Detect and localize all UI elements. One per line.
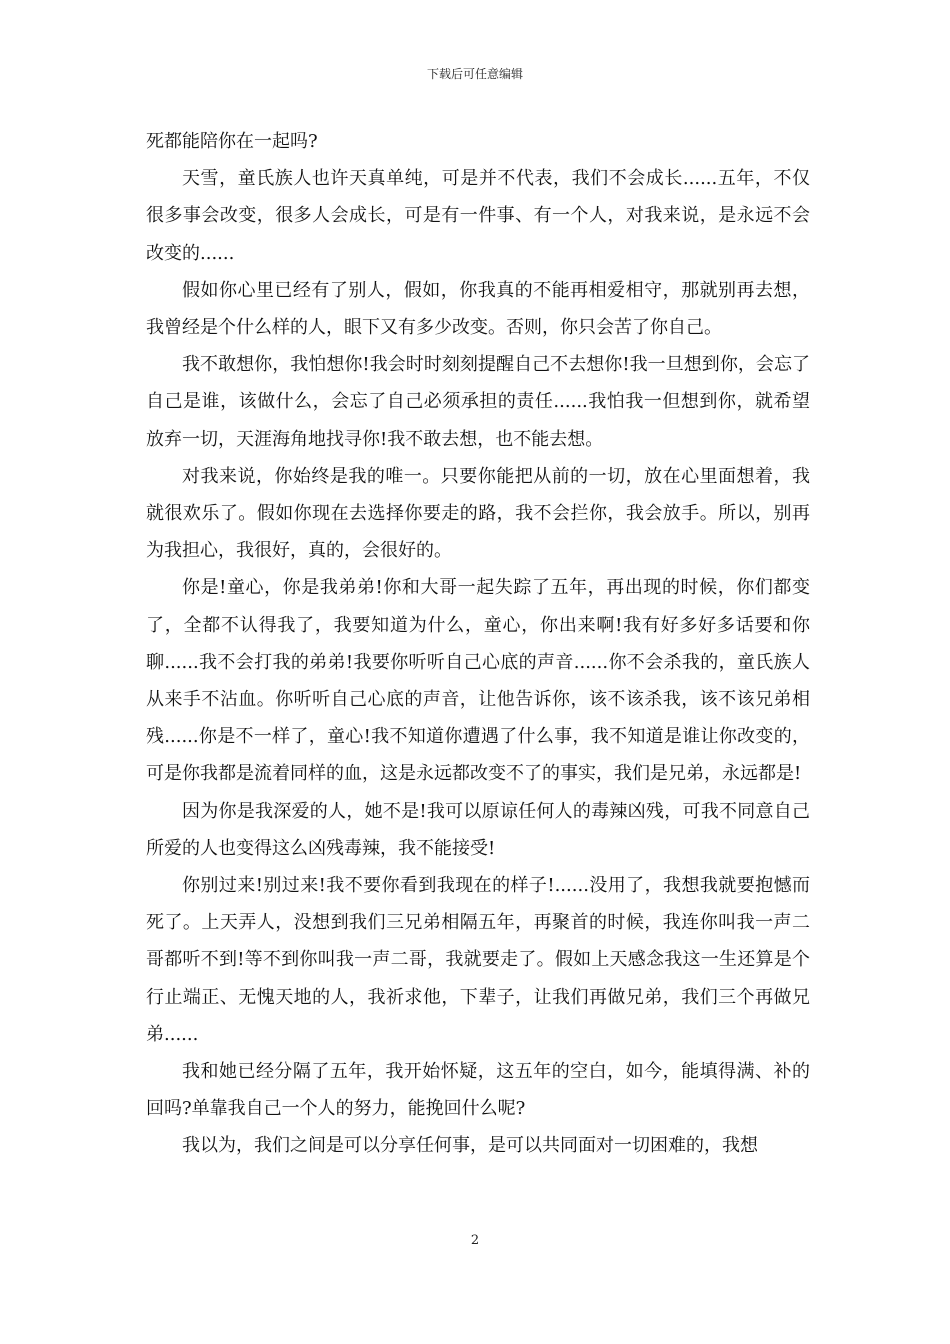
page-number: 2 xyxy=(470,1233,480,1248)
paragraph: 你是!童心，你是我弟弟!你和大哥一起失踪了五年，再出现的时候，你们都变了，全都不认得我了，我要知道为什么，童心，你出来啊!我有好多好多话要和你聊......我不会打我的弟弟!我要你听听自己心底的声音......你不会杀我的，童氏族人从来手不沾血。你听听自己心底的声音，让他告诉你，该不该杀我，该不该兄弟相残......你是不一样了，童心!我不知道你遭遇了什么事，我不知道是谁让你改变的，可是你我都是流着同样的血，这是永远都改变不了的事实，我们是兄弟，永远都是! xyxy=(146,577,810,785)
document-body xyxy=(146,123,810,1165)
paragraph-continuation: 死都能陪你在一起吗? xyxy=(146,131,318,152)
paragraph: 你别过来!别过来!我不要你看到我现在的样子!......没用了，我想我就要抱憾而死了。上天弄人，没想到我们三兄弟相隔五年，再聚首的时候，我连你叫我一声二哥都听不到!等不到你叫我一声二哥，我就要走了。假如上天感念我这一生还算是个行止端正、无愧天地的人，我祈求他，下辈子，让我们再做兄弟，我们三个再做兄弟...... xyxy=(146,875,810,1045)
paragraph: 我不敢想你，我怕想你!我会时时刻刻提醒自己不去想你!我一旦想到你，会忘了自己是谁，该做什么，会忘了自己必须承担的责任......我怕我一但想到你，就希望放弃一切，天涯海角地找寻你!我不敢去想，也不能去想。 xyxy=(146,354,810,450)
paragraph: 对我来说，你始终是我的唯一。只要你能把从前的一切，放在心里面想着，我就很欢乐了。假如你现在去选择你要走的路，我不会拦你，我会放手。所以，别再为我担心，我很好，真的，会很好的。 xyxy=(146,465,810,562)
paragraph: 我以为，我们之间是可以分享任何事，是可以共同面对一切困难的，我想 xyxy=(182,1135,758,1157)
paragraph: 假如你心里已经有了别人，假如，你我真的不能再相爱相守，那就别再去想，我曾经是个什么样的人，眼下又有多少改变。否则，你只会苦了你自己。 xyxy=(146,279,810,339)
page-header: 下载后可任意编辑 xyxy=(426,67,523,81)
paragraph: 因为你是我深爱的人，她不是!我可以原谅任何人的毒辣凶残，可我不同意自己所爱的人也变得这么凶残毒辣，我不能接受! xyxy=(146,800,810,859)
paragraph: 天雪，童氏族人也许天真单纯，可是并不代表，我们不会成长......五年，不仅很多事会改变，很多人会成长，可是有一件事、有一个人，对我来说，是永远不会改变的...... xyxy=(146,168,810,264)
paragraph: 我和她已经分隔了五年，我开始怀疑，这五年的空白，如今，能填得满、补的回吗?单靠我自己一个人的努力，能挽回什么呢? xyxy=(146,1061,810,1120)
